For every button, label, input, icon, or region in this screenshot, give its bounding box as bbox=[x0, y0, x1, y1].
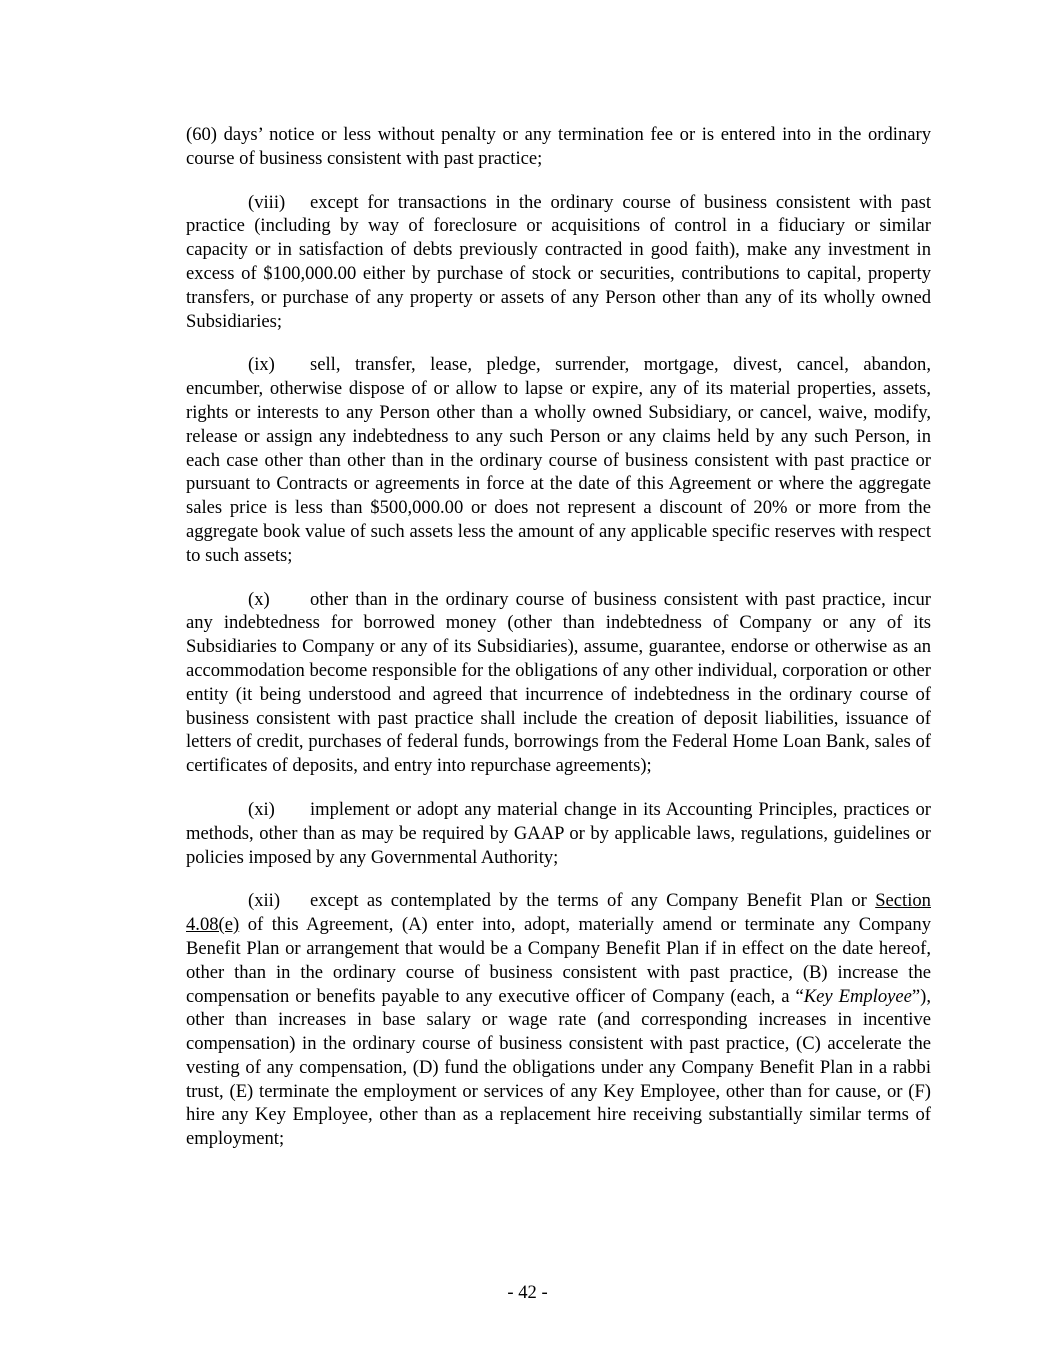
clause-number: (xi) bbox=[248, 798, 275, 820]
paragraph-x bbox=[186, 588, 931, 778]
clause-number: (x) bbox=[248, 588, 270, 610]
clause-number: (xii) bbox=[248, 890, 281, 912]
paragraph-continuation: (60) days’ notice or less without penalty or any termination fee or is entered into in the ordinary course of business consistent with past practice; bbox=[186, 124, 931, 169]
clause-text: of this Agreement, (A) enter into, adopt, materially amend or terminate any Company Benefit Plan or arrangement that would be a Company Benefit Plan if in effect on the date hereof, other than in the ordinary course of business consistent with past practice, (B) increase the compensation or benefits payable to any executive officer of Company (each, a “ bbox=[186, 914, 931, 1007]
section-reference: Section 4.08(e) bbox=[186, 890, 931, 936]
clause-text: other than in the ordinary course of business consistent with past practice, incur any indebtedness for borrowed money (other than indebtedness of Company or any of its Subsidiaries to Company or any of its Subsidiaries), assume, guarantee, endorse or otherwise as an accommodation become responsible for the obligations of any other individual, corporation or other entity (it being understood and agreed that incurrence of indebtedness in the ordinary course of business consistent with past practice shall include the creation of deposit liabilities, issuance of letters of credit, purchases of federal funds, borrowings from the Federal Home Loan Bank, sales of certificates of deposits, and entry into repurchase agreements); bbox=[186, 588, 931, 777]
paragraph-ix bbox=[186, 353, 931, 567]
clause-text: ”), other than increases in base salary or wage rate (and corresponding increases in incentive compensation) in the ordinary course of business consistent with past practice, (C) accelerate the vesting of any compensation, (D) fund the obligations under any Company Benefit Plan in a rabbi trust, (E) terminate the employment or services of any Key Employee, other than for cause, or (F) hire any Key Employee, other than as a replacement hire receiving substantially similar terms of employment; bbox=[186, 985, 931, 1150]
paragraph-xi bbox=[186, 798, 931, 869]
clause-text: except as contemplated by the terms of any Company Benefit Plan or bbox=[310, 890, 867, 912]
document-body bbox=[186, 123, 931, 1171]
paragraph-viii bbox=[186, 191, 931, 334]
clause-text: implement or adopt any material change in its Accounting Principles, practices or methods, other than as may be required by GAAP or by applicable laws, regulations, guidelines or policies imposed by any Governmental Authority; bbox=[186, 798, 931, 868]
clause-number: (ix) bbox=[248, 354, 275, 376]
defined-term: Key Employee bbox=[803, 985, 912, 1007]
clause-text: sell, transfer, lease, pledge, surrender, mortgage, divest, cancel, abandon, encumber, otherwise dispose of or allow to lapse or expire, any of its material properties, assets, rights or interests to any Person other than a wholly owned Subsidiary, or cancel, waive, modify, release or assign any indebtedness to any such Person or any claims held by any such Person, in each case other than other than in the ordinary course of business consistent with past practice or pursuant to Contracts or agreements in force at the date of this Agreement or where the aggregate sales price is less than $500,000.00 or does not represent a discount of 20% or more from the aggregate book value of such assets less the amount of any applicable specific reserves with respect to such assets; bbox=[186, 354, 931, 566]
clause-number: (viii) bbox=[248, 191, 286, 213]
clause-text: except for transactions in the ordinary course of business consistent with past practice (including by way of foreclosure or acquisitions of control in a fiduciary or similar capacity or in satisfaction of debts previously contracted in good faith), make any investment in excess of $100,000.00 either by purchase of stock or securities, contributions to capital, property transfers, or purchase of any property or assets of any Person other than any of its wholly owned Subsidiaries; bbox=[186, 191, 931, 332]
page-number: - 42 - bbox=[507, 1282, 548, 1303]
paragraph-xii bbox=[186, 889, 931, 1151]
